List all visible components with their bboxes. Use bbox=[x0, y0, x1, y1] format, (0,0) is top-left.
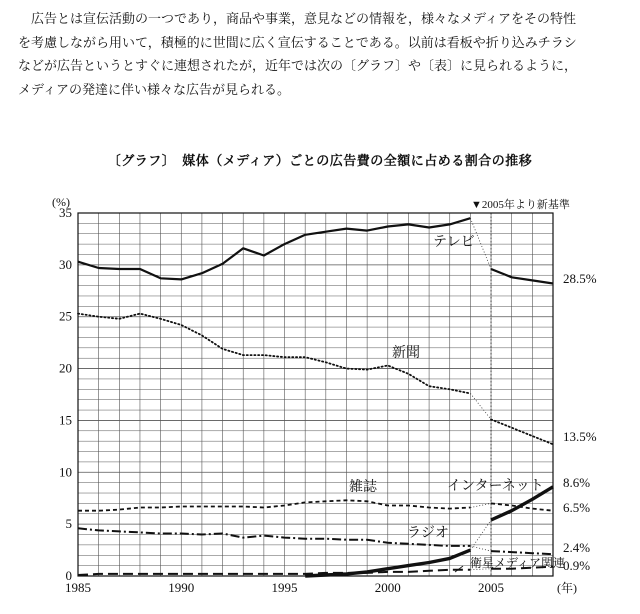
y-tick-label: 30 bbox=[59, 256, 72, 272]
series-end-value: 13.5% bbox=[563, 429, 597, 444]
x-axis-label: (年) bbox=[557, 581, 577, 595]
series-end-value: 6.5% bbox=[563, 500, 591, 515]
series-line-1 bbox=[78, 218, 470, 279]
y-tick-label: 15 bbox=[59, 412, 72, 428]
series-label: 新聞 bbox=[392, 346, 420, 361]
series-line-4-new bbox=[491, 551, 553, 554]
series-label: テレビ bbox=[433, 235, 475, 250]
intro-line-2: を考慮しながら用いて，積極的に世間に広く宣伝することである。以前は看板や折り込みチラシ bbox=[18, 35, 577, 51]
series-label: インターネット bbox=[447, 479, 544, 494]
y-axis-label: (%) bbox=[52, 195, 70, 209]
series-end-value: 8.6% bbox=[563, 475, 591, 490]
series-end-value: 2.4% bbox=[563, 540, 591, 555]
intro-line-1: 広告とは宣伝活動の一つであり，商品や事業，意見などの情報を，様々なメディアをその特性 bbox=[18, 12, 576, 27]
series-break-connector bbox=[470, 546, 491, 551]
x-tick-label: 2000 bbox=[374, 580, 401, 595]
y-tick-label: 25 bbox=[59, 308, 72, 324]
plot-frame bbox=[78, 213, 553, 576]
y-tick-label: 20 bbox=[59, 360, 72, 376]
y-tick-label: 0 bbox=[65, 568, 72, 583]
series-label: 衛星メディア関連 bbox=[470, 556, 566, 570]
series-break-connector bbox=[470, 503, 491, 507]
y-tick-label: 35 bbox=[59, 205, 72, 220]
series-line-3 bbox=[78, 500, 470, 510]
annotation-new-standard: ▼2005年より新基準 bbox=[471, 199, 570, 211]
series-end-value: 28.5% bbox=[563, 271, 597, 286]
x-tick-label: 1985 bbox=[65, 580, 91, 595]
y-tick-label: 5 bbox=[65, 516, 72, 532]
series-label: ラジオ bbox=[407, 526, 449, 541]
series-label: 雑誌 bbox=[349, 480, 377, 495]
chart-title: 〔グラフ〕 媒体（メディア）ごとの広告費の全額に占める割合の推移 bbox=[107, 154, 533, 169]
y-tick-label: 10 bbox=[59, 464, 72, 480]
x-tick-label: 2005 bbox=[478, 580, 505, 595]
intro-line-3: などが広告というとすぐに連想されたが，近年では次の〔グラフ〕や〔表〕に見られるように， bbox=[18, 59, 578, 74]
series-line-1-new bbox=[491, 269, 553, 284]
series-end-value: 0.9% bbox=[563, 558, 591, 573]
intro-line-4: メディアの発達に伴い様々な広告が見られる。 bbox=[18, 82, 290, 98]
x-tick-label: 1990 bbox=[168, 580, 195, 595]
x-tick-label: 1995 bbox=[271, 580, 298, 595]
series-line-2-new bbox=[491, 419, 553, 444]
series-break-connector bbox=[470, 393, 491, 419]
series-line-6 bbox=[78, 570, 470, 575]
